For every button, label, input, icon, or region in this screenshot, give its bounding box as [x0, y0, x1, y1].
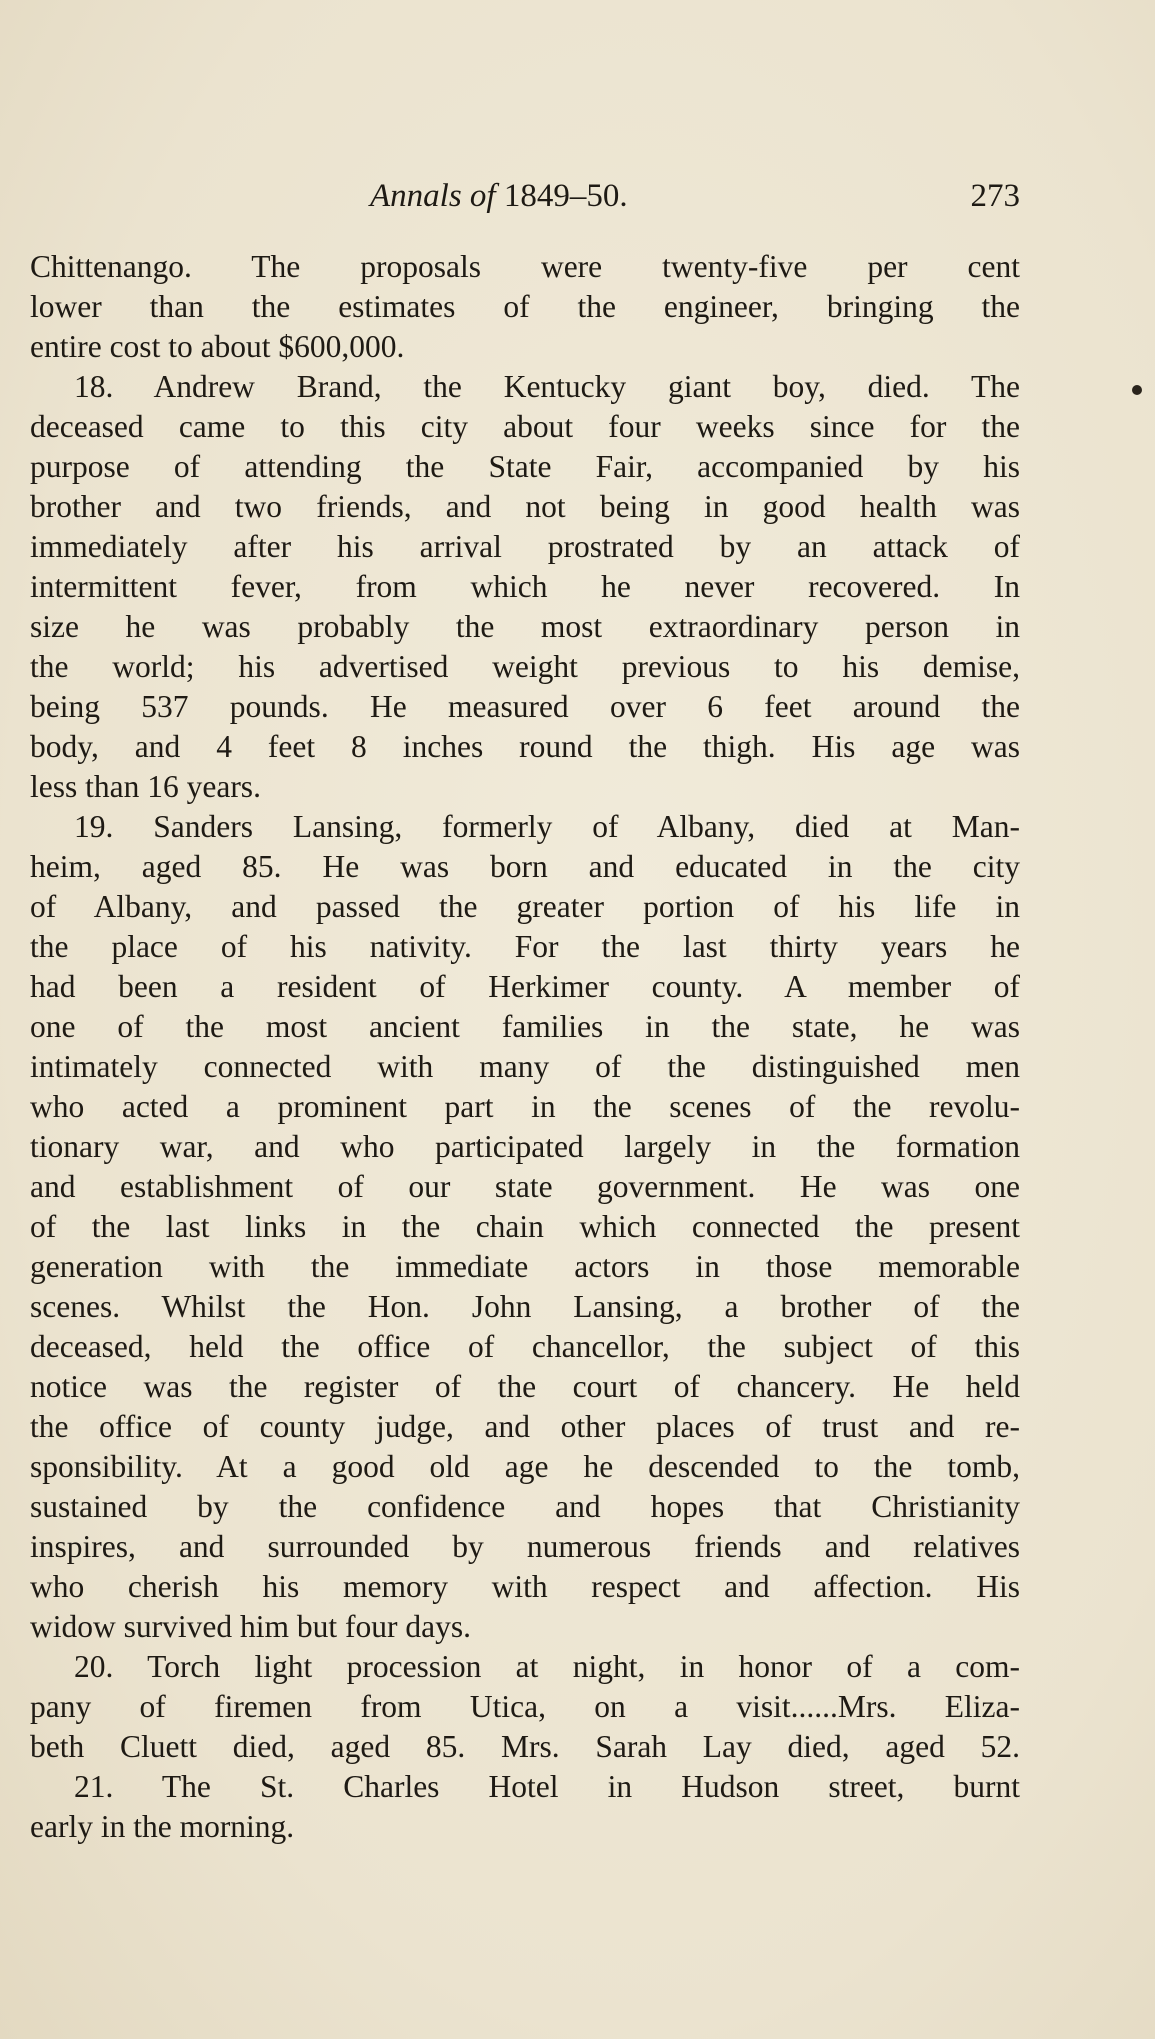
text-line: purpose of attending the State Fair, accompanied by his — [30, 449, 1020, 484]
text-line: lower than the estimates of the engineer, bringing the — [30, 289, 1020, 324]
text-line: deceased, held the office of chancellor, the subject of this — [30, 1329, 1020, 1364]
text-line: the place of his nativity. For the last thirty years he — [30, 929, 1020, 964]
text-line: being 537 pounds. He measured over 6 feet around the — [30, 689, 1020, 724]
text-line-entry-18: 18. Andrew Brand, the Kentucky giant boy, died. The — [74, 369, 1020, 404]
text-line: size he was probably the most extraordinary person in — [30, 609, 1020, 644]
text-line: body, and 4 feet 8 inches round the thigh. His age was — [30, 729, 1020, 764]
text-line: entire cost to about $600,000. — [30, 329, 405, 364]
text-line: Chittenango. The proposals were twenty-five per cent — [30, 249, 1020, 284]
text-line: deceased came to this city about four weeks since for the — [30, 409, 1020, 444]
text-line: scenes. Whilst the Hon. John Lansing, a brother of the — [30, 1289, 1020, 1324]
page-number: 273 — [970, 178, 1020, 214]
text-line: generation with the immediate actors in those memorable — [30, 1249, 1020, 1284]
body-text — [30, 247, 1020, 1847]
margin-ink-mark — [1132, 385, 1142, 395]
running-title-annals: Annals — [370, 178, 462, 214]
text-line: who cherish his memory with respect and affection. His — [30, 1569, 1020, 1604]
text-line: notice was the register of the court of chancery. He held — [30, 1369, 1020, 1404]
running-title-years: 1849–50. — [503, 178, 628, 214]
text-line: had been a resident of Herkimer county. A member of — [30, 969, 1020, 1004]
text-line: the world; his advertised weight previous to his demise, — [30, 649, 1020, 684]
text-line: inspires, and surrounded by numerous friends and relatives — [30, 1529, 1020, 1564]
text-line: pany of firemen from Utica, on a visit......Mrs. Eliza- — [30, 1689, 1020, 1724]
running-title — [370, 178, 628, 215]
text-line-entry-20: 20. Torch light procession at night, in honor of a com- — [74, 1649, 1020, 1684]
text-line: tionary war, and who participated largely in the formation — [30, 1129, 1020, 1164]
text-line: of Albany, and passed the greater portion of his life in — [30, 889, 1020, 924]
text-line: heim, aged 85. He was born and educated in the city — [30, 849, 1020, 884]
text-line-entry-19: 19. Sanders Lansing, formerly of Albany, died at Man- — [74, 809, 1020, 844]
text-line: and establishment of our state government. He was one — [30, 1169, 1020, 1204]
text-line: widow survived him but four days. — [30, 1609, 471, 1644]
text-line: sponsibility. At a good old age he descended to the tomb, — [30, 1449, 1020, 1484]
text-line: sustained by the confidence and hopes that Christianity — [30, 1489, 1020, 1524]
text-line: the office of county judge, and other places of trust and re- — [30, 1409, 1020, 1444]
text-line: early in the morning. — [30, 1809, 295, 1844]
text-line: intermittent fever, from which he never recovered. In — [30, 569, 1020, 604]
text-line: one of the most ancient families in the state, he was — [30, 1009, 1020, 1044]
text-line: intimately connected with many of the distinguished men — [30, 1049, 1020, 1084]
page-header — [30, 178, 1020, 218]
running-title-of: of — [469, 178, 496, 214]
text-line: beth Cluett died, aged 85. Mrs. Sarah Lay died, aged 52. — [30, 1729, 1020, 1764]
text-line: who acted a prominent part in the scenes of the revolu- — [30, 1089, 1020, 1124]
text-line: of the last links in the chain which connected the present — [30, 1209, 1020, 1244]
text-line: immediately after his arrival prostrated by an attack of — [30, 529, 1020, 564]
text-line: brother and two friends, and not being in good health was — [30, 489, 1020, 524]
text-line-entry-21: 21. The St. Charles Hotel in Hudson street, burnt — [74, 1769, 1020, 1804]
text-line: less than 16 years. — [30, 769, 261, 804]
